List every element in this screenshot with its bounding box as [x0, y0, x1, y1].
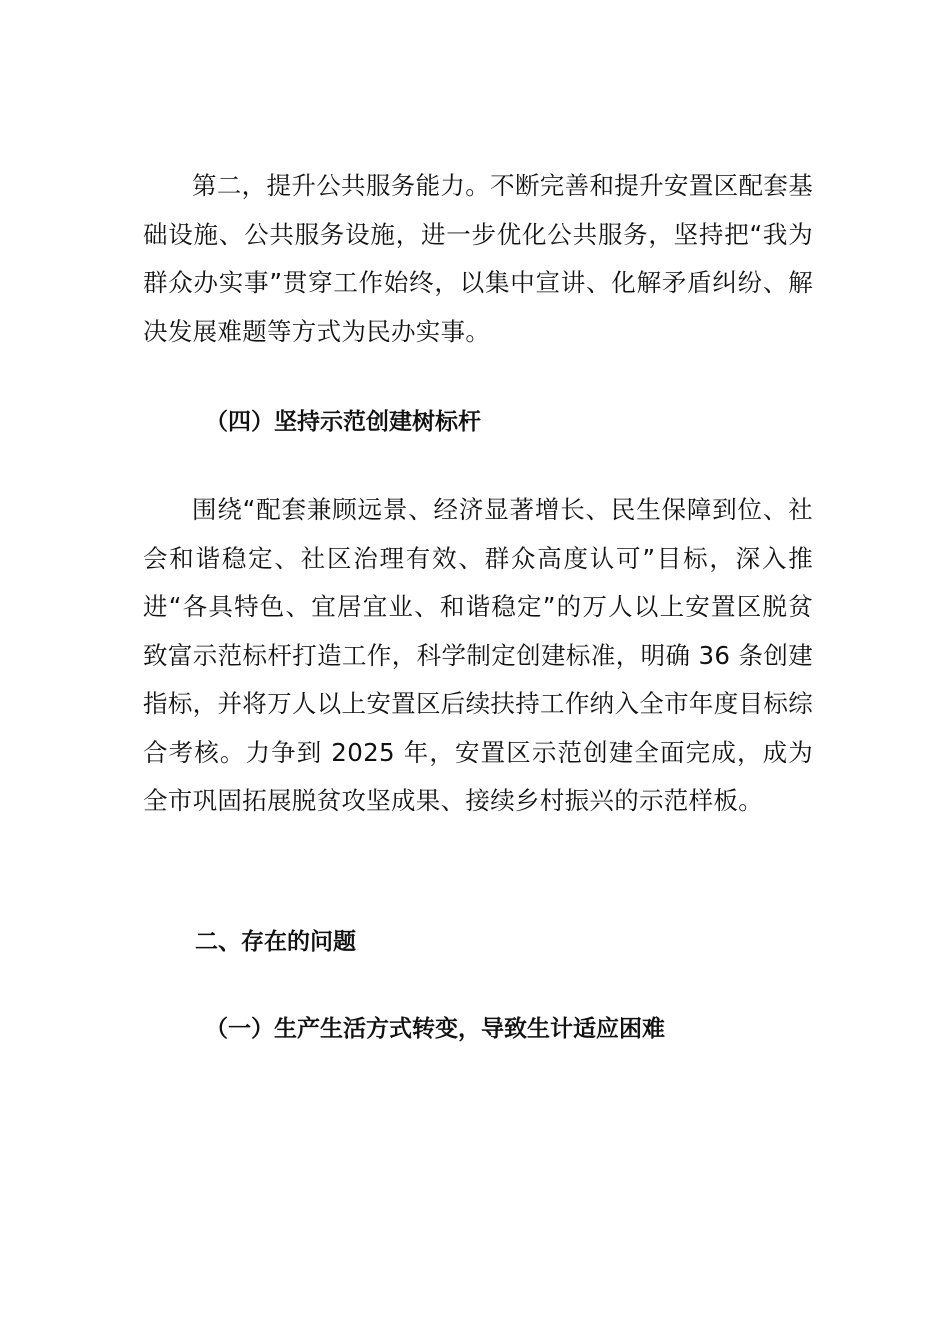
heading-demonstration-benchmark: （四）坚持示范创建树标杆 [205, 409, 481, 435]
paragraph-demonstration-benchmark: 围绕“配套兼顾远景、经济显著增长、民生保障到位、社会和谐稳定、社区治理有效、群众高度认可”目标，深入推进“各具特色、宜居宜业、和谐稳定”的万人以上安置区脱贫致富示范标杆打造工作，科学制定创建标准，明确 36 条创建指标，并将万人以上安置区后续扶持工作纳入全市年度目标综合考核。力争到 2025 年，安置区示范创建全面完成，成为全市巩固拓展脱贫攻坚成果、接续乡村振兴的示范样板。 [143, 495, 813, 815]
section-heading-existing-problems: 二、存在的问题 [195, 929, 356, 955]
subheading-livelihood-adaptation: （一）生产生活方式转变，导致生计适应困难 [205, 1016, 665, 1042]
paragraph-public-service: 第二，提升公共服务能力。不断完善和提升安置区配套基础设施、公共服务设施，进一步优化公共服务，坚持把“我为群众办实事”贯穿工作始终，以集中宣讲、化解矛盾纠纷、解决发展难题等方式为民办实事。 [143, 171, 813, 346]
